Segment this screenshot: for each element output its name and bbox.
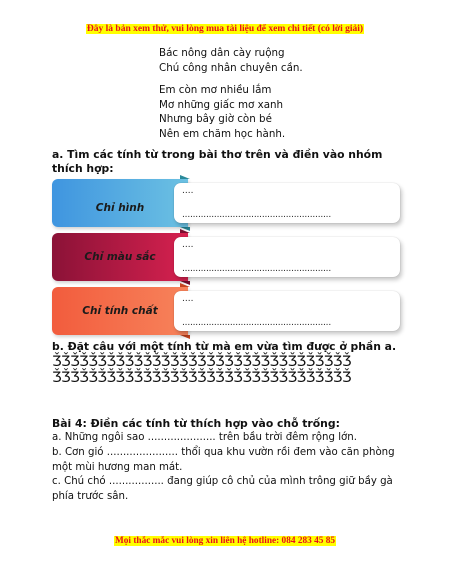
part-a-heading: a. Tìm các tính từ trong bài thơ trên và điền vào nhóm thích hợp: xyxy=(52,148,383,175)
category-label: Chỉ hình xyxy=(95,201,145,212)
preview-notice-banner xyxy=(0,24,450,34)
category-tab-color xyxy=(52,233,188,281)
answer-card-shape[interactable] xyxy=(174,183,400,223)
answer-dots-short: .... xyxy=(182,240,194,250)
answer-dots-short: .... xyxy=(182,294,194,304)
category-tab-shape xyxy=(52,179,188,227)
answer-dots-line: ........................................................ xyxy=(182,211,332,220)
category-row-property xyxy=(52,287,402,335)
answer-dots-line: ........................................................ xyxy=(182,319,332,328)
poem-stanza-1 xyxy=(159,46,303,75)
poem-line: Bác nông dân cày ruộng xyxy=(159,47,285,59)
hotline-text: Mọi thắc mắc vui lòng xin liên hệ hotline: 084 283 45 85 xyxy=(114,536,336,546)
category-tab-property xyxy=(52,287,188,335)
poem-line: Em còn mơ nhiều lắm xyxy=(159,84,272,96)
poem-line: Nên em chăm học hành. xyxy=(159,127,286,140)
exercise-4-heading: Bài 4: Điền các tính từ thích hợp vào chỗ trống: xyxy=(52,417,340,430)
tab-fold-shadow xyxy=(180,335,190,339)
poem-line: Nhưng bây giờ còn bé xyxy=(159,113,272,125)
answer-card-property[interactable] xyxy=(174,291,400,331)
part-b-heading: b. Đặt câu với một tính từ mà em vừa tìm được ở phần a. xyxy=(52,340,397,353)
category-row-color xyxy=(52,233,402,281)
preview-notice-text: Đây là bản xem thử, vui lòng mua tài liệu để xem chi tiết (có lời giải) xyxy=(86,24,364,34)
category-label: Chỉ tính chất xyxy=(82,305,158,317)
category-row-shape xyxy=(52,179,402,227)
poem-stanza-2 xyxy=(159,83,285,141)
exercise-4-item-c: c. Chú chó ................. đang giúp cô chủ của mình trông giữ bầy gà phía trước sân. xyxy=(52,476,393,502)
category-label: Chỉ màu sắc xyxy=(84,251,156,263)
answer-dots-line: ........................................................ xyxy=(182,265,332,274)
answer-filler-glyphs: ǮǮǮǮǮǮǮǮǮǮǮǮǮǮǮǮǮǮǮǮǮǮǮǮǮǮǮǮǮǮǮǮǮǮǮǮǮǮǮǮǮǮǮǮǮǮǮǮǮǮǮǮǮǮǮǮǮǮǮǮǮǮǮǮǮǮ xyxy=(52,354,351,386)
exercise-4-item-b: b. Cơn gió ...................... thổi qua khu vườn rồi đem vào căn phòng một mùi hương man mát. xyxy=(52,447,395,473)
hotline-banner xyxy=(0,536,450,546)
exercise-4-item-a: a. Những ngôi sao ..................... trên bầu trời đêm rộng lớn. xyxy=(52,432,357,443)
poem-line: Chú công nhân chuyên cần. xyxy=(159,61,303,74)
answer-card-color[interactable] xyxy=(174,237,400,277)
poem-line: Mơ những giấc mơ xanh xyxy=(159,98,284,111)
answer-dots-short: .... xyxy=(182,186,194,196)
